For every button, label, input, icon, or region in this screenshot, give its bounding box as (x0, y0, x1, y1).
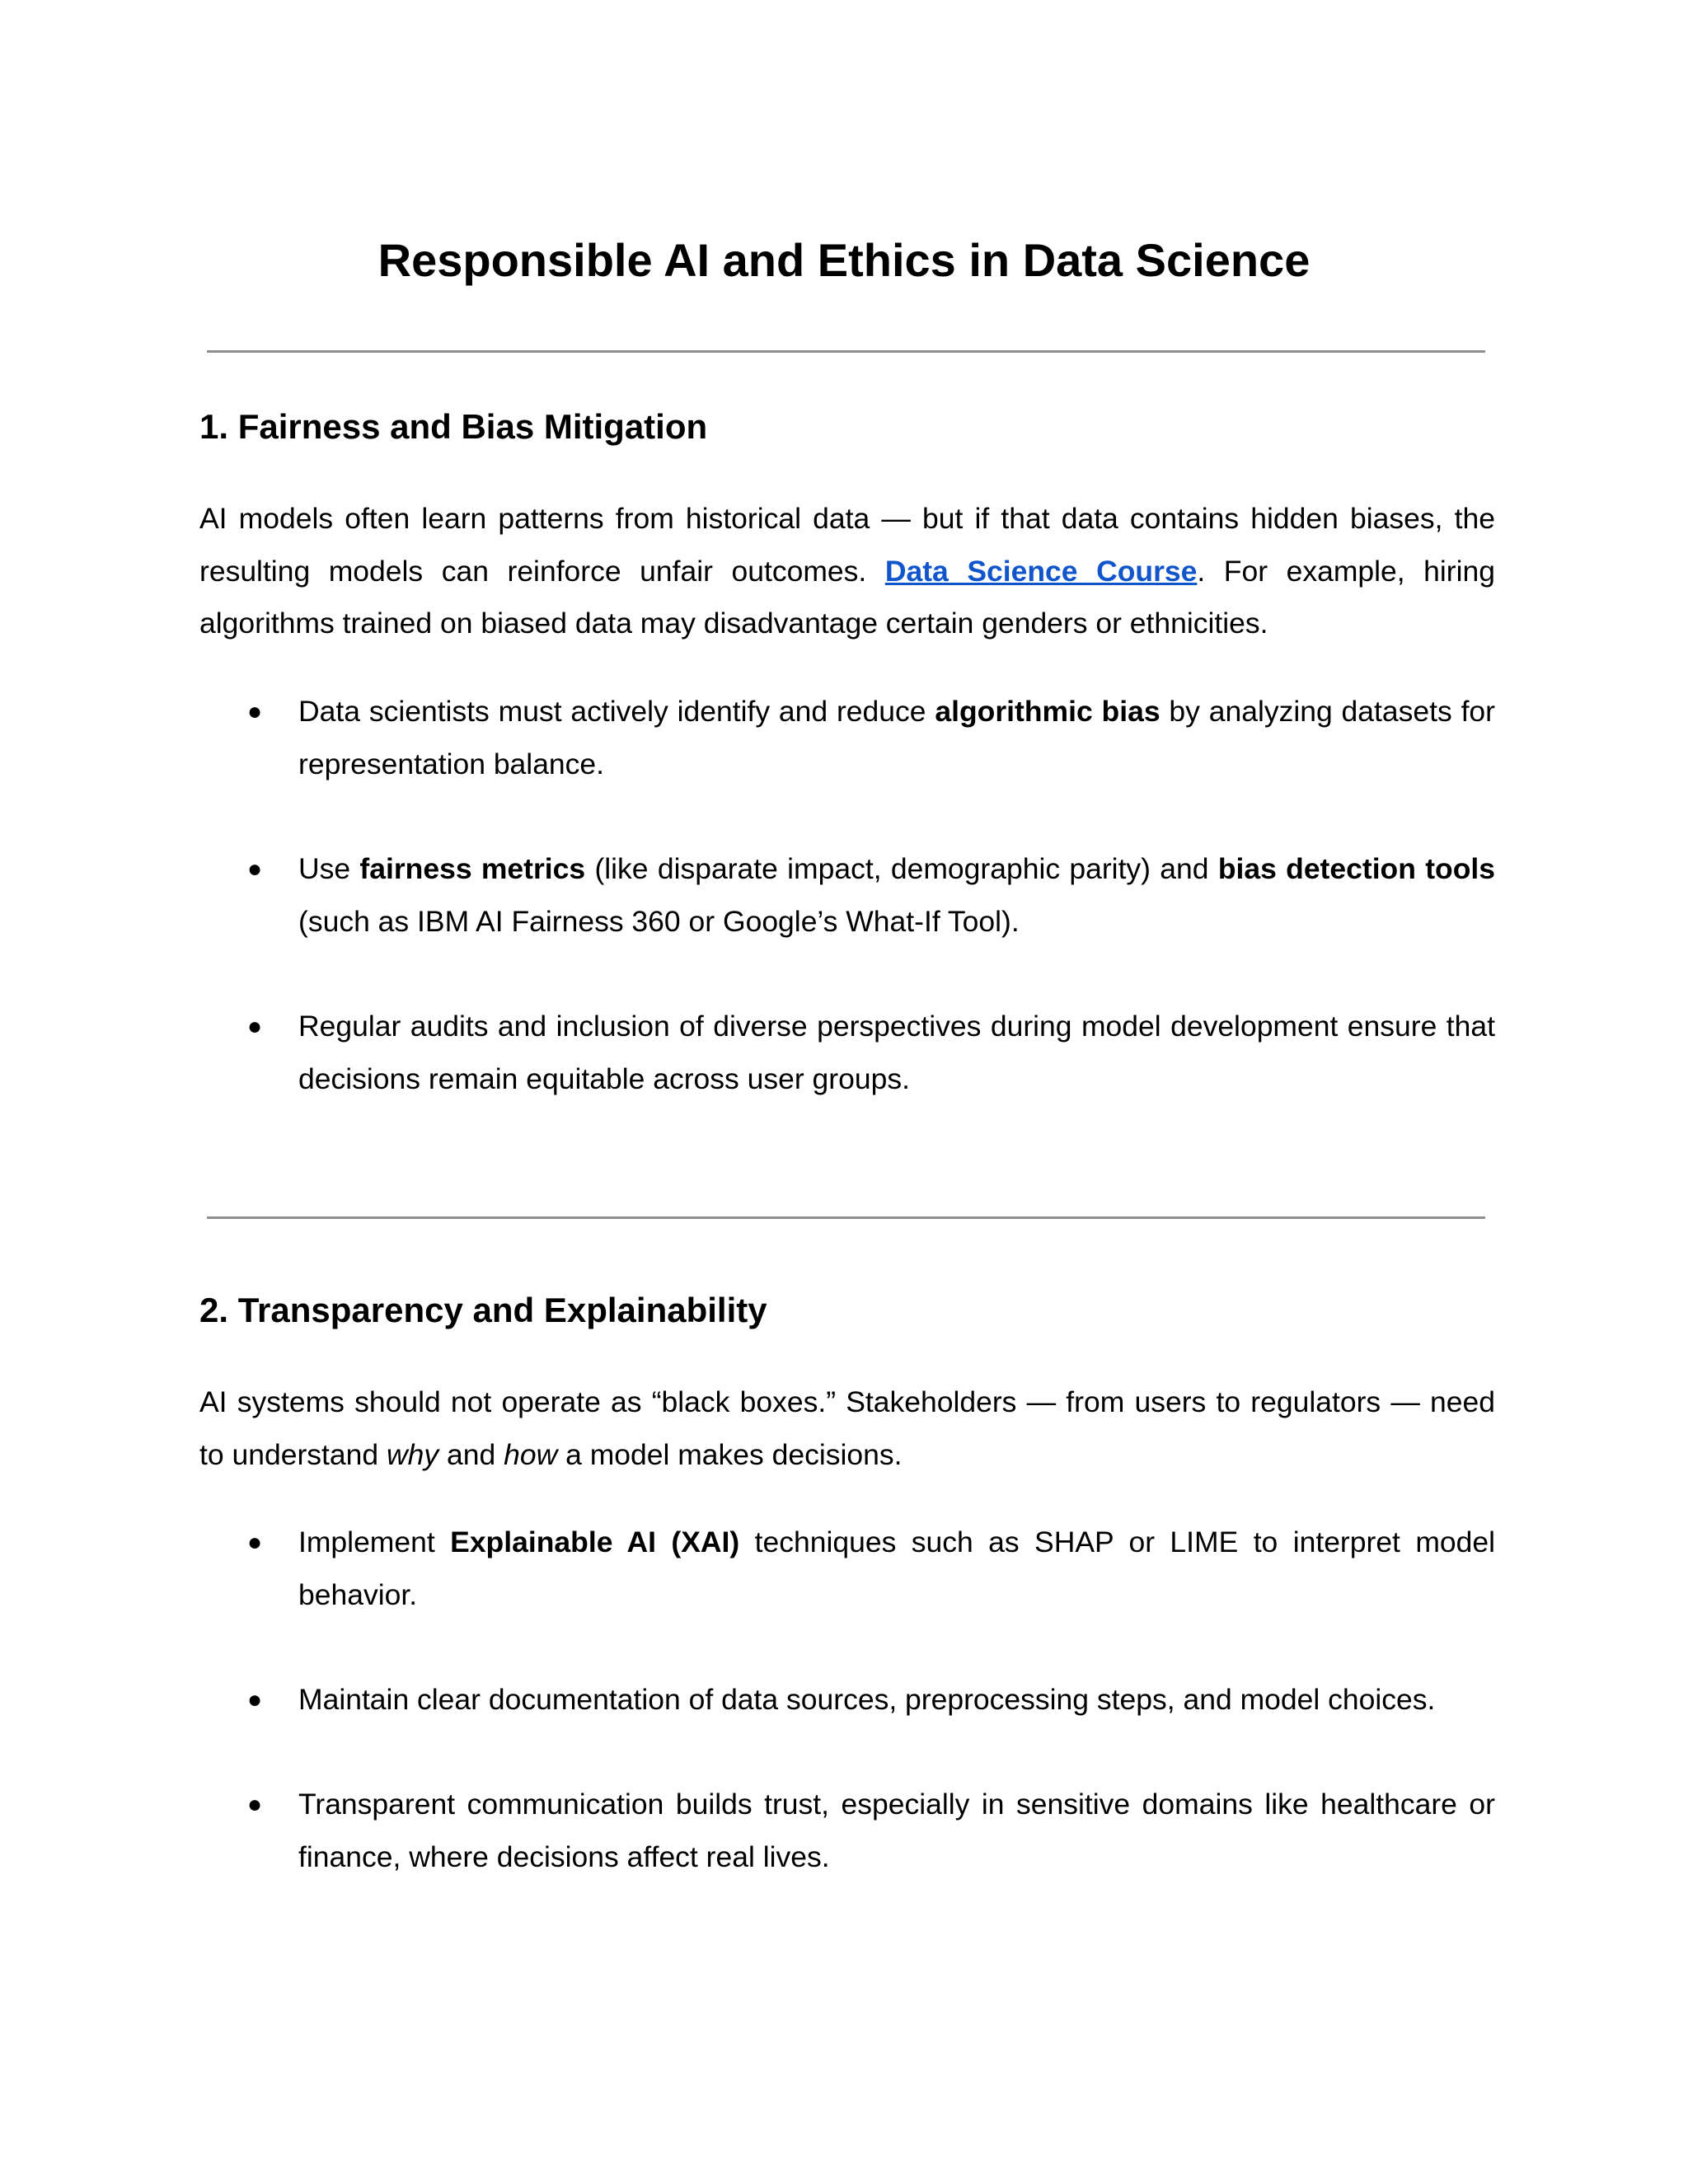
list-item-text: (such as IBM AI Fairness 360 or Google’s What-If Tool). (298, 904, 1020, 938)
section-heading-transparency: 2. Transparency and Explainability (199, 1291, 767, 1329)
list-item-text: techniques such as SHAP or LIME to interpret model behavior. (298, 1526, 1496, 1611)
list-item-text: Regular audits and inclusion of diverse perspectives during model development ensure that decisions remain equitable across user groups. (298, 1010, 1495, 1095)
data-science-course-link[interactable]: Data Science Course (884, 554, 1198, 588)
list-item-text: Use (298, 852, 360, 885)
section-paragraph-fairness (199, 493, 1495, 650)
list-item-bold-text: algorithmic bias (935, 695, 1160, 728)
paragraph-text: . For example, hiring algorithms trained on biased data may disadvantage certain genders or ethnicities. (199, 554, 1495, 640)
horizontal-divider (207, 350, 1485, 353)
document-title: Responsible AI and Ethics in Data Science (377, 234, 1311, 286)
list-item-bold-text: bias detection tools (1217, 852, 1496, 885)
list-item (247, 1779, 1495, 1883)
bullet-icon: ● (247, 1791, 263, 1818)
horizontal-divider (207, 1216, 1485, 1219)
list-item-text: (like disparate impact, demographic parity) and (585, 852, 1218, 885)
list-item (247, 1674, 1495, 1727)
list-item-bold-text: fairness metrics (359, 852, 586, 885)
list-item-text: Maintain clear documentation of data sources, preprocessing steps, and model choices. (298, 1683, 1436, 1716)
section-paragraph-transparency (199, 1376, 1495, 1481)
paragraph-italic-text: why (386, 1437, 439, 1471)
list-item (247, 843, 1496, 948)
bullet-icon: ● (247, 1529, 263, 1556)
list-item (247, 686, 1495, 790)
list-item-text: Implement (298, 1526, 451, 1558)
list-item (247, 1516, 1496, 1621)
bullet-icon: ● (247, 1686, 263, 1713)
paragraph-text: a model makes decisions. (557, 1437, 903, 1471)
bullet-icon: ● (247, 1013, 263, 1040)
paragraph-text: and (438, 1437, 504, 1471)
paragraph-text: AI systems should not operate as “black boxes.” Stakeholders — from users to regulators — need to understand (199, 1385, 1495, 1471)
list-item-text: Data scientists must actively identify and reduce (298, 695, 935, 728)
list-item-text: by analyzing datasets for representation balance. (298, 695, 1495, 780)
list-item-text: Transparent communication builds trust, especially in sensitive domains like healthcare or finance, where decisions affect real lives. (298, 1788, 1495, 1873)
list-item-bold-text: Explainable AI (XAI) (450, 1526, 740, 1558)
section-heading-fairness: 1. Fairness and Bias Mitigation (199, 407, 708, 446)
paragraph-text: AI models often learn patterns from historical data — but if that data contains hidden biases, the resulting models can reinforce unfair outcomes. (199, 502, 1495, 588)
paragraph-italic-text: how (504, 1437, 558, 1471)
list-item (247, 1001, 1495, 1105)
bullet-icon: ● (247, 855, 263, 883)
bullet-icon: ● (247, 698, 263, 725)
